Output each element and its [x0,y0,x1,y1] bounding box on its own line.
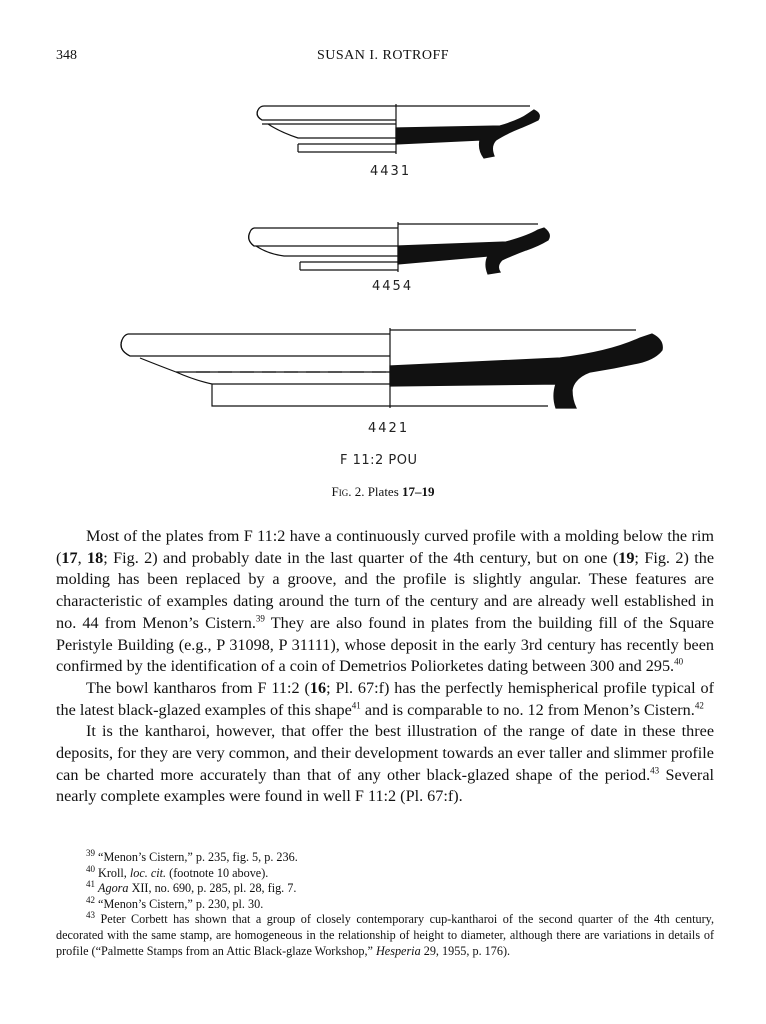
text-run: The bowl kantharos from F 11:2 ( [86,678,310,697]
profile-label-4421: 4421 [368,421,410,436]
catalog-number: 17 [61,548,78,567]
profile-drawing-4431 [257,104,539,158]
text-run: (footnote 10 above). [166,865,269,880]
figure-caption [0,484,766,500]
catalog-number: 19 [618,548,635,567]
page-number: 348 [56,48,77,63]
paragraph [56,678,714,721]
footnote [56,912,714,959]
caption-numbers: 17–19 [402,484,435,499]
text-run: , [77,548,88,567]
text-run: Several nearly complete examples were found in well F 11:2 (Pl. 67:f). [56,765,715,806]
text-run: ; Pl. 67:f) has the perfectly hemispherical profile typical of the latest black-glazed examples of this shape [56,678,714,719]
paragraph [56,526,714,678]
text-run: They are also found in plates from the building fill of the Square Peristyle Building (e.g., P 31098, P 31111), whose deposit in the early 3rd century has recently been confirmed by the identification of a coin of Demetrios Poliorketes dating between 300 and 295. [56,613,714,676]
text-run: 29, 1955, p. 176). [420,943,511,958]
footnote-number: 39 [86,847,95,858]
catalog-number: 18 [87,548,104,567]
footnote [56,881,714,897]
italic-text: Agora [98,881,129,896]
text-run: “Menon’s Cistern,” p. 230, pl. 30. [98,896,264,911]
footnote [56,863,714,882]
footnote-ref: 39 [255,613,265,624]
body-text [56,526,714,808]
footnote-ref: 41 [351,700,361,711]
running-head: SUSAN I. ROTROFF [316,48,450,63]
figure-plate-profiles [0,0,766,480]
profile-drawing-4454 [249,222,550,274]
footnote [56,894,714,913]
caption-prefix: Fig. 2. [331,484,365,499]
profile-drawing-4421 [121,328,662,408]
footnotes [56,847,714,959]
text-run: XII, no. 690, p. 285, pl. 28, fig. 7. [128,881,297,896]
footnote-number: 42 [86,894,95,905]
footnote-number: 43 [86,910,95,921]
text-run: ; Fig. 2) and probably date in the last quarter of the 4th century, but on one ( [103,548,619,567]
italic-text: loc. cit. [129,865,167,880]
footnote-ref: 42 [694,700,704,711]
footnote-number: 41 [86,879,95,890]
text-run: “Menon’s Cistern,” p. 235, fig. 5, p. 236. [98,850,298,864]
text-run: Kroll, [98,865,130,880]
footnote-ref: 43 [650,765,660,776]
italic-text: Hesperia [375,943,421,958]
paragraph [56,721,714,808]
profile-label-4454: 4454 [372,279,414,294]
text-run: ; Fig. 2) the molding has been replaced by a groove, and the profile is slightly angular. These features are characteristic of examples dating around the turn of the century and are already well established in no. 44 from Menon’s Cistern. [56,548,715,632]
footnote [56,847,714,866]
caption-text: Plates [367,484,399,499]
text-run: Most of the plates from F 11:2 have a continuously curved profile with a molding below the rim ( [56,527,714,567]
text-run: Peter Corbett has shown that a group of closely contemporary cup-kantharoi of the second quarter of the 4th century, decorated with the same stamp, are homogeneous in the relationship of height to diameter, although there are variations in details of profile (“Palmette Stamps from an Attic Black-glaze Workshop,” [56,912,714,958]
catalog-number: 16 [309,678,327,697]
profile-label-4431: 4431 [370,164,412,179]
text-run: It is the kantharoi, however, that offer the best illustration of the range of date in these three deposits, for they are very common, and their development towards an ever taller and slimmer profile can be charted more accurately than that of any other black-glazed shape of the period. [56,722,714,784]
footnote-ref: 40 [674,656,684,667]
deposit-label: F 11:2 POU [340,453,418,468]
text-run: and is comparable to no. 12 from Menon’s Cistern. [360,700,695,719]
footnote-number: 40 [86,863,95,874]
